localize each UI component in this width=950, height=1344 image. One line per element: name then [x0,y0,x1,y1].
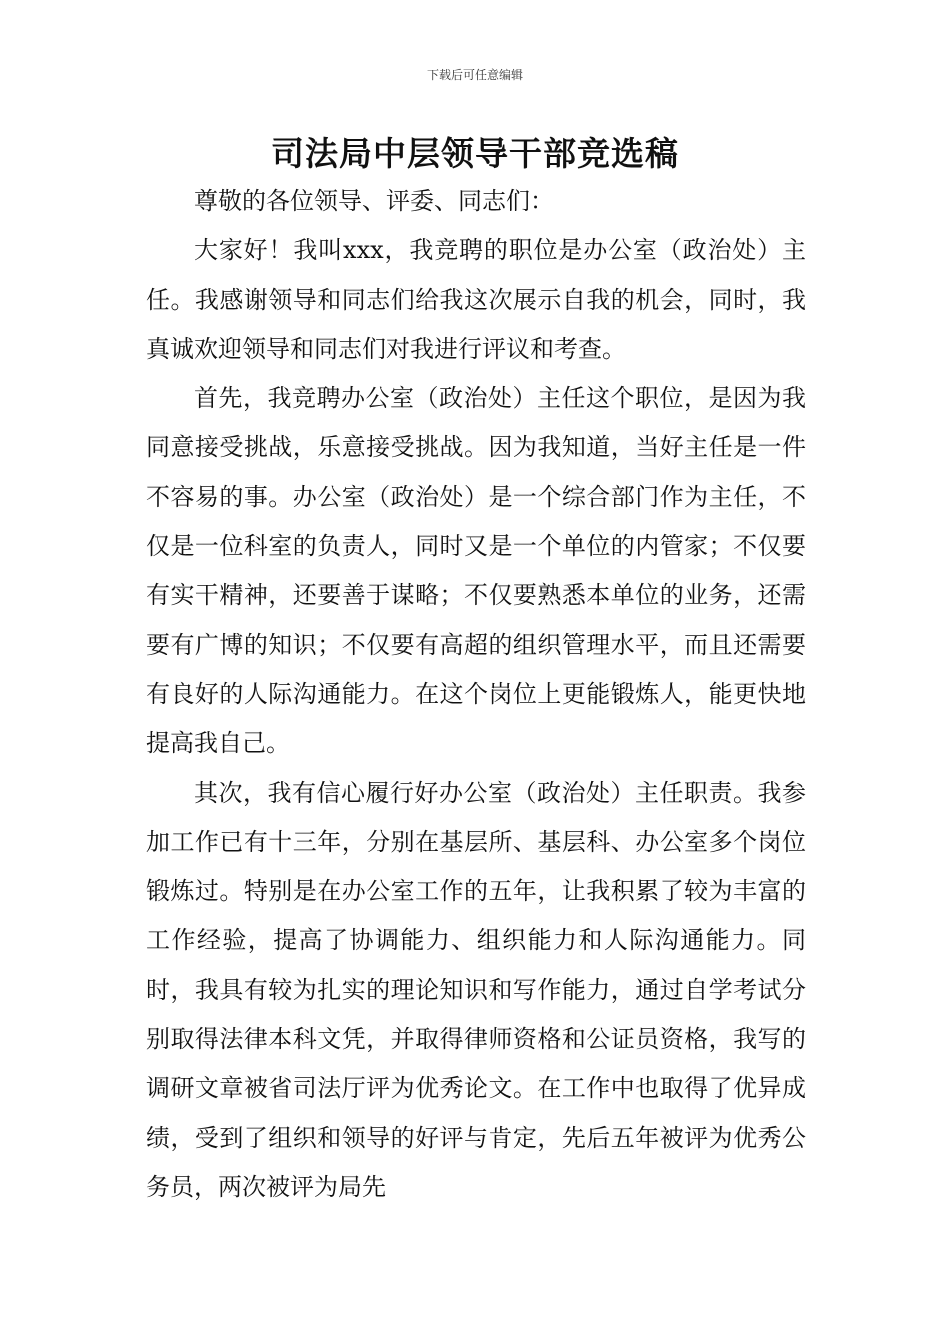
salutation-paragraph: 尊敬的各位领导、评委、同志们： [194,187,554,215]
document-title: 司法局中层领导干部竞选稿 [271,134,679,173]
body-paragraph-3: 其次，我有信心履行好办公室（政治处）主任职责。我参加工作已有十三年，分别在基层所、基层科、办公室多个岗位锻炼过。特别是在办公室工作的五年，让我积累了较为丰富的工作经验，提高了协调能力、组织能力和人际沟通能力。同时，我具有较为扎实的理论知识和写作能力，通过自学考试分别取得法律本科文凭，并取得律师资格和公证员资格，我写的调研文章被省司法厅评为优秀论文。在工作中也取得了优异成绩，受到了组织和领导的好评与肯定，先后五年被评为优秀公务员，两次被评为局先 [146,778,806,1201]
page-header-note: 下载后可任意编辑 [426,68,523,82]
body-paragraph-1: 大家好！我叫xxx，我竞聘的职位是办公室（政治处）主任。我感谢领导和同志们给我这次展示自我的机会，同时，我真诚欢迎领导和同志们对我进行评议和考查。 [146,236,806,363]
body-paragraph-2: 首先，我竞聘办公室（政治处）主任这个职位，是因为我同意接受挑战，乐意接受挑战。因为我知道，当好主任是一件不容易的事。办公室（政治处）是一个综合部门作为主任，不仅是一位科室的负责人，同时又是一个单位的内管家；不仅要有实干精神，还要善于谋略；不仅要熟悉本单位的业务，还需要有广博的知识；不仅要有高超的组织管理水平，而且还需要有良好的人际沟通能力。在这个岗位上更能锻炼人，能更快地提高我自己。 [146,384,806,758]
document-body [146,177,806,1212]
